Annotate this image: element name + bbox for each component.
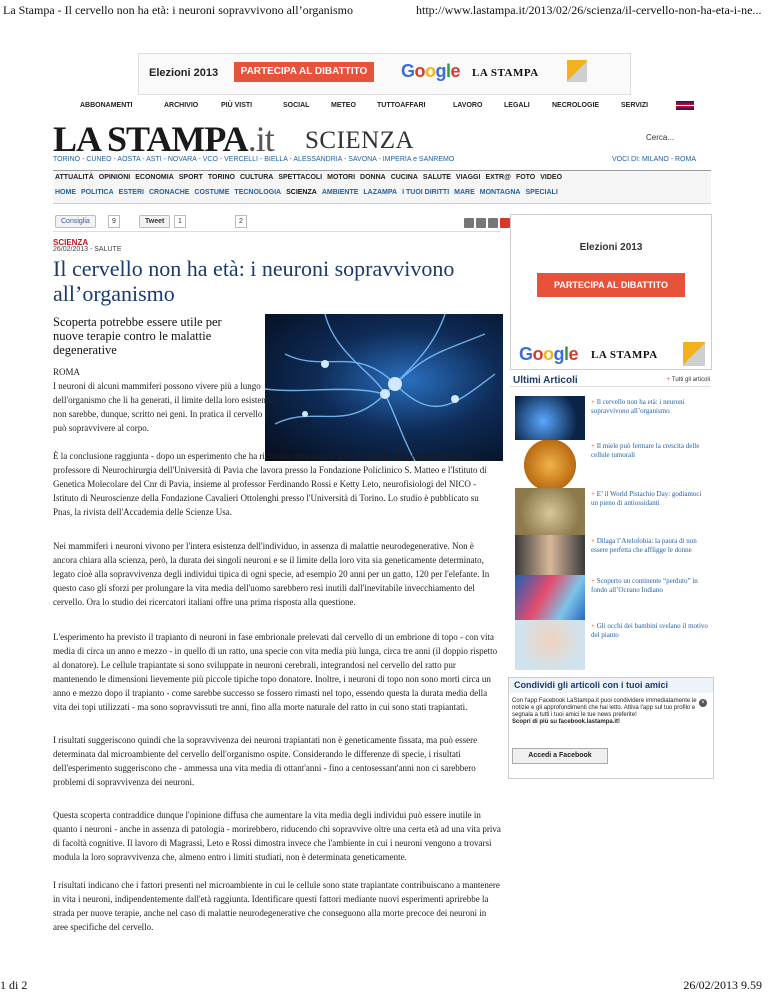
voci-links[interactable]: VOCI DI: MILANO - ROMA — [612, 156, 697, 163]
la7-logo-icon — [567, 60, 587, 82]
article-link[interactable]: + Scoperto un continente “perduto” in fondo all’Oceano Indiano — [591, 577, 709, 595]
top-nav-item[interactable]: METEO — [331, 102, 356, 109]
nav-item[interactable]: MARE — [454, 189, 475, 196]
nav-row-1 — [55, 174, 567, 181]
article-link[interactable]: + Dilaga l’Atelofobia: la paura di non essere perfetta che affligge le donne — [591, 537, 709, 555]
top-banner[interactable] — [138, 53, 631, 95]
ultimi-heading: Ultimi Articoli — [513, 375, 578, 386]
nav-item[interactable]: SPETTACOLI — [278, 174, 323, 181]
nav-item[interactable]: POLITICA — [81, 189, 114, 196]
nav-item[interactable]: VIDEO — [540, 174, 563, 181]
article-title: Il cervello non ha età: i neuroni sopravvivono all’organismo — [53, 256, 455, 306]
top-nav-item[interactable]: LAVORO — [453, 102, 483, 109]
nav-item[interactable]: EXTR@ — [485, 174, 511, 181]
article-paragraph-6: Questa scoperta contraddice dunque l'opinione diffusa che aumentare la vita media degli individui può essere inutile in quanto i neuroni - anche in assenza di patologia - morirebbero, riducendo chi sopravvive oltre una certa età ad una vita priva di facoltà cognitive. Il lavoro di Magrassi, Leto e Rossi dimostra invece che l'ambiente in cui i neuroni vengono a trovarsi modula la loro sopravvivenza che, almeno entro i limiti studiati, non è determinata geneticamente. — [53, 810, 501, 862]
tutti-articoli-link[interactable]: + Tutti gli articoli — [666, 377, 710, 383]
nav-item[interactable]: ATTUALITÀ — [55, 174, 94, 181]
print-timestamp: 26/02/2013 9.59 — [683, 978, 762, 992]
nav-item[interactable]: SALUTE — [422, 174, 451, 181]
neurons-illustration — [265, 314, 503, 461]
top-nav-item[interactable]: LEGALI — [504, 102, 530, 109]
banner-partner: LA STAMPA — [472, 67, 539, 79]
nav-item[interactable]: OPINIONI — [98, 174, 131, 181]
facebook-login-button[interactable]: Accedi a Facebook — [512, 748, 608, 764]
facebook-like-button[interactable]: Consiglia — [55, 215, 96, 228]
nav-item[interactable]: VIAGGI — [455, 174, 481, 181]
city-links[interactable]: TORINO - CUNEO - AOSTA - ASTI - NOVARA - VCO - VERCELLI - BIELLA - ALESSANDRIA - SAVONA - IMPERIA e SANREMO — [53, 156, 455, 163]
article-thumbnail — [515, 396, 585, 446]
nav-item[interactable]: CRONACHE — [148, 189, 190, 196]
print-header-url: http://www.lastampa.it/2013/02/26/scienza/il-cervello-non-ha-eta-i-ne... — [416, 3, 762, 17]
top-nav-item[interactable]: SOCIAL — [283, 102, 310, 109]
nav-row-2 — [55, 189, 563, 196]
article-kicker[interactable]: SCIENZA — [53, 238, 89, 247]
article-paragraph-7: I risultati indicano che i fattori presenti nel microambiente in cui le cellule sono state trapiantate contribuiscano a mantenere in vita i neuroni, indipendentemente dall'età raggiunta. Identificare questi fattori mediante nuovi esperimenti aprirebbe la strada per nuove terapie, anche nel caso di malattie neurodegenerative che conseguono alla morte precoce dei neuroni in aree specifiche del cervello. — [53, 880, 500, 932]
close-icon[interactable]: × — [699, 699, 707, 707]
share-icon[interactable] — [488, 218, 498, 228]
nav-item[interactable]: CUCINA — [390, 174, 418, 181]
neurons-image — [265, 314, 503, 461]
search-input[interactable]: Cerca... — [646, 133, 675, 142]
nav-item[interactable]: CULTURA — [240, 174, 274, 181]
article-thumbnail — [515, 575, 585, 625]
sidebar-la7-logo-icon — [683, 342, 705, 366]
article-link[interactable]: + Gli occhi dei bambini svelano il motivo del pianto — [591, 622, 709, 640]
print-header-title: La Stampa - Il cervello non ha età: i neuroni sopravvivono all’organismo — [3, 3, 354, 17]
nav-item[interactable]: I TUOI DIRITTI — [402, 189, 450, 196]
article-tools — [464, 215, 512, 233]
tweet-button[interactable]: Tweet — [139, 215, 170, 228]
facebook-share-box — [508, 677, 714, 779]
article-paragraph-4: L'esperimento ha previsto il trapianto di neuroni in fase embrionale prelevati dal cervello di un embrione di topo - con vita media di circa un anno e mezzo - in quello di un ratto, una specie con vita media più lunga, circa tre anni (il doppio rispetto al donatore). Le cellule trapiantate si sono sviluppate in neuroni cerebrali, integrandosi nel cervello del ratto pur mantenendo le dimensioni lievemente più piccole tipiche topo donatore. Inoltre, i neuroni di topo non sono morti circa un anno e mezzo dopo il trapianto - come sarebbe successo se fossero rimasti nel topo, essendo questa la durata media della vita dei topi utilizzati - ma sono sopravvissuti tre anni, fino alla morte naturale del ratto in cui sono stati trapiantati. — [53, 632, 498, 712]
top-nav-item[interactable]: SERVIZI — [621, 102, 649, 109]
english-flag-icon[interactable] — [676, 101, 694, 110]
nav-item[interactable]: FOTO — [515, 174, 536, 181]
site-logo[interactable]: LA STAMPA.it — [53, 119, 274, 159]
article-link[interactable]: + Il miele può fermare la crescita delle cellule tumorali — [591, 442, 709, 460]
sidebar-ad-label: Elezioni 2013 — [579, 242, 643, 253]
sidebar-ad[interactable] — [510, 214, 712, 370]
tweet-count: 1 — [174, 215, 186, 228]
sidebar-ad-cta-button[interactable]: PARTECIPA AL DIBATTITO — [537, 273, 685, 297]
plus-count: 2 — [235, 215, 247, 228]
sidebar-ad-partner: LA STAMPA — [591, 349, 658, 361]
nav-item[interactable]: ECONOMIA — [135, 174, 174, 181]
top-nav-item[interactable]: ABBONAMENTI — [80, 102, 133, 109]
article-paragraph-3: Nei mammiferi i neuroni vivono per l'intera esistenza dell'individuo, in assenza di malattie neurodegenerative. Non è ancora chiara alla scienza, però, la durata dei singoli neuroni e se il limite della loro vita sia geneticamente determinato, legato cioè alla sopravvivenza degli individui tipica di ogni specie, ad esempio 20 anni per un gatto, 120 per l'elefante. In questo caso gli sforzi per prolungare la vita media dell'uomo sarebbero resi inutili dall'inevitabile invecchiamento del cervello. Ora lo studio dei ricercatori italiani offre una prima risposta alla questione. — [53, 541, 490, 607]
article-paragraph-5: I risultati suggeriscono quindi che la sopravvivenza dei neuroni trapiantati non è geneticamente fissata, ma può essere determinata dal microambiente del cervello dell'organismo ospite. Considerando le differenze di specie, i risultati dell'esperimento suggeriscono che - ammessa una vita media di ottant'anni - fino a centosessant'anni non ci sarebbero problemi di sopravvivenza dei neuroni. — [53, 735, 478, 787]
banner-cta-button[interactable]: PARTECIPA AL DIBATTITO — [234, 62, 374, 82]
share-text: Con l'app Facebook LaStampa.it puoi condividere immediatamente le notizie e gli approfondimenti che hai letto. Attiva l'app sul tuo profilo e segnala a tutti i tuoi amici le tue news preferite! Scopri di più su facebook.lastampa.it! — [512, 698, 697, 725]
nav-item[interactable]: SCIENZA — [286, 189, 317, 196]
article-paragraph-1: I neuroni di alcuni mammiferi possono vivere più a lungo dell'organismo che li ha generati, il limite della loro esistenza non sarebbe, dunque, scritto nei geni. In pratica il cervello può sopravvivere al corpo. — [53, 381, 274, 433]
ultimi-articoli-header — [510, 376, 710, 387]
share-heading: Condividi gli articoli con i tuoi amici — [509, 678, 713, 693]
article-thumbnail — [515, 488, 585, 538]
banner-label: Elezioni 2013 — [149, 67, 219, 79]
nav-item[interactable]: AMBIENTE — [321, 189, 359, 196]
nav-item[interactable]: LAZAMPA — [363, 189, 398, 196]
plus-icon[interactable] — [500, 218, 510, 228]
section-title: SCIENZA — [305, 127, 415, 154]
nav-item[interactable]: TORINO — [207, 174, 235, 181]
nav-item[interactable]: MOTORI — [327, 174, 356, 181]
nav-item[interactable]: SPECIALI — [525, 189, 558, 196]
top-nav-item[interactable]: PIÙ VISTI — [221, 102, 253, 109]
article-thumbnail — [515, 620, 585, 670]
article-date: 26/02/2013 - SALUTE — [53, 246, 122, 253]
nav-item[interactable]: HOME — [55, 189, 76, 196]
sidebar-google-logo: Google — [519, 344, 579, 364]
google-logo: Google — [401, 61, 461, 81]
print-page-number: 1 di 2 — [0, 978, 28, 992]
nav-item[interactable]: TECNOLOGIA — [234, 189, 282, 196]
list-item[interactable] — [515, 620, 710, 676]
nav-item[interactable]: MONTAGNA — [479, 189, 521, 196]
nav-item[interactable]: COSTUME — [194, 189, 230, 196]
article-dateline: ROMA — [53, 367, 81, 377]
article-paragraph-2: È la conclusione raggiunta - dopo un esperimento che ha richiesto oltre cinque anni di lavoro - da Lorenzo Magrassi, professore di Neurochirurgia dell'Università di Pavia che lavora presso la Fondazione Policlinico S. Matteo e l'Istituto di Genetica Molecolare del Cnr di Pavia, insieme al professor Ferdinando Rossi e Ketty Leto, neurofisiologi del NICO - Istituto di Neuroscienze della Fondazione Cavalieri Ottolenghi presso l'Università di Torino. Lo studio è pubblicato su Pnas, la rivista dell'Accademia delle Scienze Usa. — [53, 451, 487, 517]
top-nav-item[interactable]: ARCHIVIO — [164, 102, 199, 109]
main-navbar — [53, 170, 711, 204]
social-bar — [53, 215, 501, 232]
like-count: 9 — [108, 215, 120, 228]
mail-icon[interactable] — [476, 218, 486, 228]
article-thumbnail — [515, 440, 585, 490]
nav-item[interactable]: DONNA — [360, 174, 386, 181]
article-link[interactable]: + E’ il World Pistachio Day: godiamoci un pieno di antiossidanti — [591, 490, 709, 508]
top-nav-item[interactable]: NECROLOGIE — [552, 102, 600, 109]
article-link[interactable]: + Il cervello non ha età: i neuroni sopravvivono all’organismo — [591, 398, 709, 416]
article-lead: Scoperta potrebbe essere utile per nuove terapie contro le malattie degenerative — [53, 315, 222, 357]
top-nav-item[interactable]: TUTTOAFFARI — [377, 102, 426, 109]
nav-item[interactable]: ESTERI — [118, 189, 144, 196]
nav-item[interactable]: SPORT — [178, 174, 203, 181]
print-icon[interactable] — [464, 218, 474, 228]
